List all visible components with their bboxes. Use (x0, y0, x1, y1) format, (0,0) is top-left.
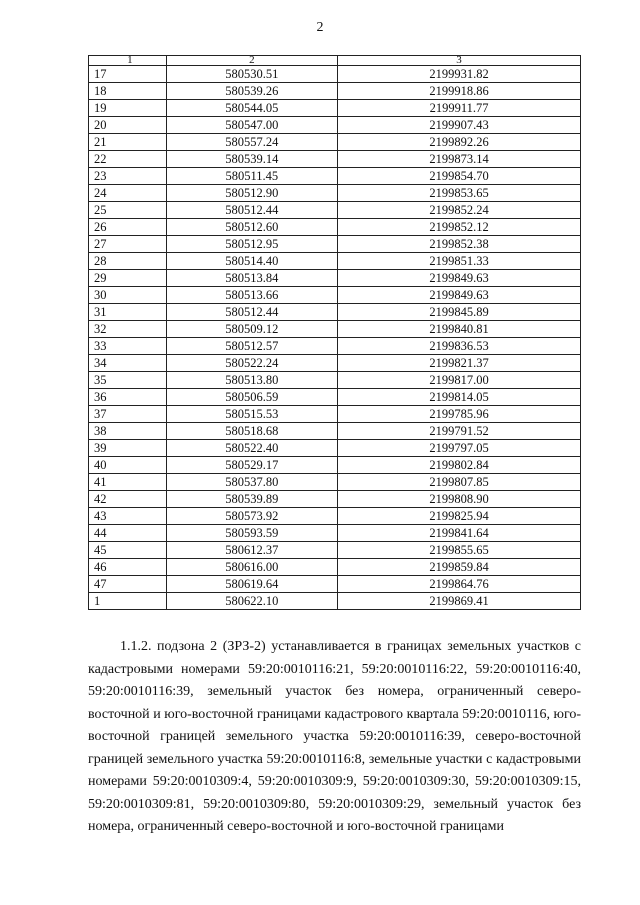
y-coordinate-cell: 2199841.64 (338, 525, 581, 542)
table-row (89, 423, 581, 440)
point-number-cell: 31 (89, 304, 167, 321)
x-coordinate-cell: 580619.64 (166, 576, 337, 593)
column-header-x: 2 (166, 56, 337, 66)
y-coordinate-cell: 2199845.89 (338, 304, 581, 321)
point-number-cell: 20 (89, 117, 167, 134)
y-coordinate-cell: 2199869.41 (338, 593, 581, 610)
y-coordinate-cell: 2199808.90 (338, 491, 581, 508)
y-coordinate-cell: 2199797.05 (338, 440, 581, 457)
table-row (89, 457, 581, 474)
x-coordinate-cell: 580512.57 (166, 338, 337, 355)
table-row (89, 559, 581, 576)
table-row (89, 304, 581, 321)
y-coordinate-cell: 2199825.94 (338, 508, 581, 525)
coordinates-table (88, 55, 581, 610)
point-number-cell: 35 (89, 372, 167, 389)
y-coordinate-cell: 2199931.82 (338, 66, 581, 83)
point-number-cell: 37 (89, 406, 167, 423)
y-coordinate-cell: 2199852.24 (338, 202, 581, 219)
table-row (89, 406, 581, 423)
y-coordinate-cell: 2199873.14 (338, 151, 581, 168)
y-coordinate-cell: 2199791.52 (338, 423, 581, 440)
y-coordinate-cell: 2199836.53 (338, 338, 581, 355)
paragraph-text: 1.1.2. подзона 2 (ЗРЗ-2) устанавливается в границах земельных участков с кадастровыми номерами 59:20:0010116:21, 59:20:0010116:22, 59:20:0010116:40, 59:20:0010116:39, земельный участок без номера, ограниченный северо-восточной и юго-восточной границами кадастрового квартала 59:20:0010116, юго-восточной границей земельного участка 59:20:0010116:39, северо-восточной границей земельного участка 59:20:0010116:8, земельные участки с кадастровыми номерами 59:20:0010309:4, 59:20:0010309:9, 59:20:0010309:30, 59:20:0010309:15, 59:20:0010309:81, 59:20:0010309:80, 59:20:0010309:29, земельный участок без номера, ограниченный северо-восточной и юго-восточной границами (88, 639, 581, 834)
table-row (89, 168, 581, 185)
x-coordinate-cell: 580547.00 (166, 117, 337, 134)
table-row (89, 83, 581, 100)
point-number-cell: 27 (89, 236, 167, 253)
y-coordinate-cell: 2199918.86 (338, 83, 581, 100)
table-row (89, 236, 581, 253)
y-coordinate-cell: 2199817.00 (338, 372, 581, 389)
y-coordinate-cell: 2199855.65 (338, 542, 581, 559)
body-paragraph (88, 636, 581, 839)
point-number-cell: 17 (89, 66, 167, 83)
x-coordinate-cell: 580512.44 (166, 304, 337, 321)
point-number-cell: 36 (89, 389, 167, 406)
x-coordinate-cell: 580513.66 (166, 287, 337, 304)
table-row (89, 372, 581, 389)
table-row (89, 508, 581, 525)
point-number-cell: 29 (89, 270, 167, 287)
table-row (89, 270, 581, 287)
point-number-cell: 43 (89, 508, 167, 525)
page-number: 2 (316, 20, 324, 35)
y-coordinate-cell: 2199807.85 (338, 474, 581, 491)
point-number-cell: 24 (89, 185, 167, 202)
x-coordinate-cell: 580622.10 (166, 593, 337, 610)
y-coordinate-cell: 2199911.77 (338, 100, 581, 117)
table-row (89, 219, 581, 236)
x-coordinate-cell: 580512.90 (166, 185, 337, 202)
x-coordinate-cell: 580512.60 (166, 219, 337, 236)
y-coordinate-cell: 2199814.05 (338, 389, 581, 406)
column-header-y: 3 (338, 56, 581, 66)
point-number-cell: 1 (89, 593, 167, 610)
table-row (89, 202, 581, 219)
point-number-cell: 18 (89, 83, 167, 100)
x-coordinate-cell: 580530.51 (166, 66, 337, 83)
y-coordinate-cell: 2199849.63 (338, 270, 581, 287)
y-coordinate-cell: 2199821.37 (338, 355, 581, 372)
table-row (89, 593, 581, 610)
point-number-cell: 26 (89, 219, 167, 236)
x-coordinate-cell: 580513.80 (166, 372, 337, 389)
table-row (89, 542, 581, 559)
point-number-cell: 28 (89, 253, 167, 270)
y-coordinate-cell: 2199854.70 (338, 168, 581, 185)
x-coordinate-cell: 580514.40 (166, 253, 337, 270)
point-number-cell: 22 (89, 151, 167, 168)
y-coordinate-cell: 2199853.65 (338, 185, 581, 202)
y-coordinate-cell: 2199785.96 (338, 406, 581, 423)
table-row (89, 474, 581, 491)
point-number-cell: 34 (89, 355, 167, 372)
x-coordinate-cell: 580544.05 (166, 100, 337, 117)
y-coordinate-cell: 2199802.84 (338, 457, 581, 474)
x-coordinate-cell: 580512.95 (166, 236, 337, 253)
point-number-cell: 32 (89, 321, 167, 338)
table-row (89, 440, 581, 457)
table-row (89, 491, 581, 508)
point-number-cell: 30 (89, 287, 167, 304)
column-header-number: 1 (89, 56, 167, 66)
table-row (89, 355, 581, 372)
x-coordinate-cell: 580557.24 (166, 134, 337, 151)
table-row (89, 117, 581, 134)
point-number-cell: 41 (89, 474, 167, 491)
x-coordinate-cell: 580616.00 (166, 559, 337, 576)
point-number-cell: 44 (89, 525, 167, 542)
x-coordinate-cell: 580511.45 (166, 168, 337, 185)
table-row (89, 525, 581, 542)
table-row (89, 185, 581, 202)
table-row (89, 389, 581, 406)
x-coordinate-cell: 580593.59 (166, 525, 337, 542)
y-coordinate-cell: 2199907.43 (338, 117, 581, 134)
point-number-cell: 39 (89, 440, 167, 457)
point-number-cell: 45 (89, 542, 167, 559)
y-coordinate-cell: 2199849.63 (338, 287, 581, 304)
y-coordinate-cell: 2199840.81 (338, 321, 581, 338)
y-coordinate-cell: 2199852.38 (338, 236, 581, 253)
x-coordinate-cell: 580522.40 (166, 440, 337, 457)
x-coordinate-cell: 580515.53 (166, 406, 337, 423)
x-coordinate-cell: 580573.92 (166, 508, 337, 525)
table-row (89, 134, 581, 151)
table-row (89, 253, 581, 270)
table-body (89, 66, 581, 610)
x-coordinate-cell: 580537.80 (166, 474, 337, 491)
point-number-cell: 19 (89, 100, 167, 117)
point-number-cell: 33 (89, 338, 167, 355)
table-header-row (89, 56, 581, 66)
table-row (89, 287, 581, 304)
y-coordinate-cell: 2199859.84 (338, 559, 581, 576)
y-coordinate-cell: 2199851.33 (338, 253, 581, 270)
table-row (89, 576, 581, 593)
table-row (89, 100, 581, 117)
y-coordinate-cell: 2199892.26 (338, 134, 581, 151)
x-coordinate-cell: 580539.26 (166, 83, 337, 100)
x-coordinate-cell: 580509.12 (166, 321, 337, 338)
table-row (89, 338, 581, 355)
x-coordinate-cell: 580539.14 (166, 151, 337, 168)
x-coordinate-cell: 580513.84 (166, 270, 337, 287)
x-coordinate-cell: 580506.59 (166, 389, 337, 406)
point-number-cell: 42 (89, 491, 167, 508)
x-coordinate-cell: 580512.44 (166, 202, 337, 219)
x-coordinate-cell: 580539.89 (166, 491, 337, 508)
table-row (89, 66, 581, 83)
point-number-cell: 25 (89, 202, 167, 219)
point-number-cell: 47 (89, 576, 167, 593)
table-row (89, 321, 581, 338)
x-coordinate-cell: 580529.17 (166, 457, 337, 474)
table-row (89, 151, 581, 168)
point-number-cell: 38 (89, 423, 167, 440)
y-coordinate-cell: 2199864.76 (338, 576, 581, 593)
y-coordinate-cell: 2199852.12 (338, 219, 581, 236)
x-coordinate-cell: 580518.68 (166, 423, 337, 440)
x-coordinate-cell: 580612.37 (166, 542, 337, 559)
point-number-cell: 46 (89, 559, 167, 576)
point-number-cell: 23 (89, 168, 167, 185)
point-number-cell: 40 (89, 457, 167, 474)
x-coordinate-cell: 580522.24 (166, 355, 337, 372)
point-number-cell: 21 (89, 134, 167, 151)
